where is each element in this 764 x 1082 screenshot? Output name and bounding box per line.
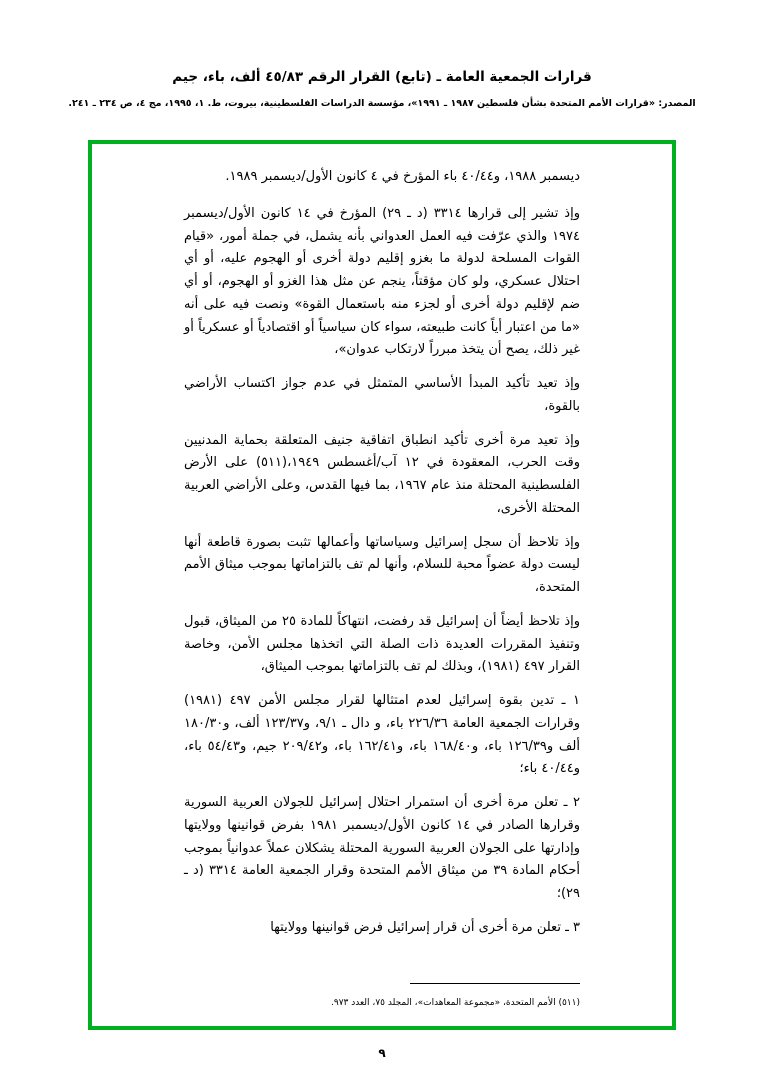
footnote: (٥١١) الأمم المتحدة، «مجموعة المعاهدات»، المجلد ٧٥، العدد ٩٧٣. (330, 997, 580, 1008)
document-source-line: المصدر: «قرارات الأمم المتحدة بشأن فلسطين ١٩٨٧ ـ ١٩٩١»، مؤسسة الدراسات الفلسطينية، بيروت، ط. ١، ١٩٩٥، مج ٤، ص ٢٣٤ ـ ٢٤١. (68, 97, 696, 109)
paragraph: وإذ تعيد مرة أخرى تأكيد انطباق اتفاقية جنيف المتعلقة بحماية المدنيين وقت الحرب، المعقودة في ١٢ آب/أغسطس ١٩٤٩،(٥١١) على الأرض الفلسطينية المحتلة منذ عام ١٩٦٧، بما فيها القدس، وعلى الأراضي العربية المحتلة الأخرى، (184, 432, 580, 516)
page-header (0, 0, 764, 110)
document-title: قرارات الجمعية العامة ـ (تابع) القرار الرقم ٤٥/٨٣ ألف، باء، جيم (172, 69, 592, 85)
page-number: ٩ (378, 1046, 386, 1060)
paragraph: وإذ تعيد تأكيد المبدأ الأساسي المتمثل في عدم جواز اكتساب الأراضي بالقوة، (184, 376, 580, 414)
paragraph: وإذ تلاحظ أيضاً أن إسرائيل قد رفضت، انتهاكاً للمادة ٢٥ من الميثاق، قبول وتنفيذ المقررات العديدة ذات الصلة التي اتخذها مجلس الأمن، وخاصة القرار ٤٩٧ (١٩٨١)، وبذلك لم تف بالتزاماتها بموجب الميثاق، (184, 613, 581, 675)
paragraph: ٢ ـ تعلن مرة أخرى أن استمرار احتلال إسرائيل للجولان العربية السورية وقرارها الصادر في ١٤ كانون الأول/ديسمبر ١٩٨١ بفرض قوانينها وولايتها وإدارتها على الجولان العربية السورية المحتلة يشكلان عملاً عدوانياً بموجب أحكام المادة ٣٩ من ميثاق الأمم المتحدة وقرار الجمعية العامة ٣٣١٤ (د ـ ٢٩)؛ (184, 795, 580, 901)
content-body (184, 166, 580, 1006)
paragraph: وإذ تشير إلى قرارها ٣٣١٤ (د ـ ٢٩) المؤرخ في ١٤ كانون الأول/ديسمبر ١٩٧٤ والذي عرّفت فيه العمل العدواني بأنه يشمل، في جملة أمور، «قيام القوات المسلحة لدولة ما بغزو إقليم دولة أخرى أو الهجوم عليه، أو أي احتلال عسكري، ولو كان مؤقتاً، ينجم عن مثل هذا الغزو أو الهجوم، أو أي ضم لإقليم دولة أخرى أو لجزء منه باستعمال القوة» ونصت فيه على أنه «ما من اعتبار أياً كانت طبيعته، سواء كان سياسياً أو اقتصادياً أو عسكرياً أو غير ذلك، يصح أن يتخذ مبرراً لارتكاب عدوان»، (184, 205, 580, 358)
footnote-divider (410, 983, 580, 984)
paragraph: ١ ـ تدين بقوة إسرائيل لعدم امتثالها لقرار مجلس الأمن ٤٩٧ (١٩٨١) وقرارات الجمعية العامة ٢٢٦/٣٦ باء، و دال ـ ٩/١، و١٢٣/٣٧ ألف، و١٨٠/٣٠ ألف و١٢٦/٣٩ باء، و١٦٨/٤٠ باء، و١٦٢/٤١ باء، و٢٠٩/٤٢ جيم، و٥٤/٤٣ باء، و٤٠/٤٤ باء؛ (184, 693, 580, 777)
content-frame (88, 140, 676, 1030)
paragraph: وإذ تلاحظ أن سجل إسرائيل وسياساتها وأعمالها تثبت بصورة قاطعة أنها ليست دولة عضواً محبة للسلام، وأنها لم تف بالتزاماتها بموجب ميثاق الأمم المتحدة، (184, 534, 580, 595)
paragraph: ديسمبر ١٩٨٨، و٤٠/٤٤ باء المؤرخ في ٤ كانون الأول/ديسمبر ١٩٨٩. (225, 169, 580, 184)
paragraph: ٣ ـ تعلن مرة أخرى أن قرار إسرائيل فرض قوانينها وولايتها (270, 919, 580, 935)
